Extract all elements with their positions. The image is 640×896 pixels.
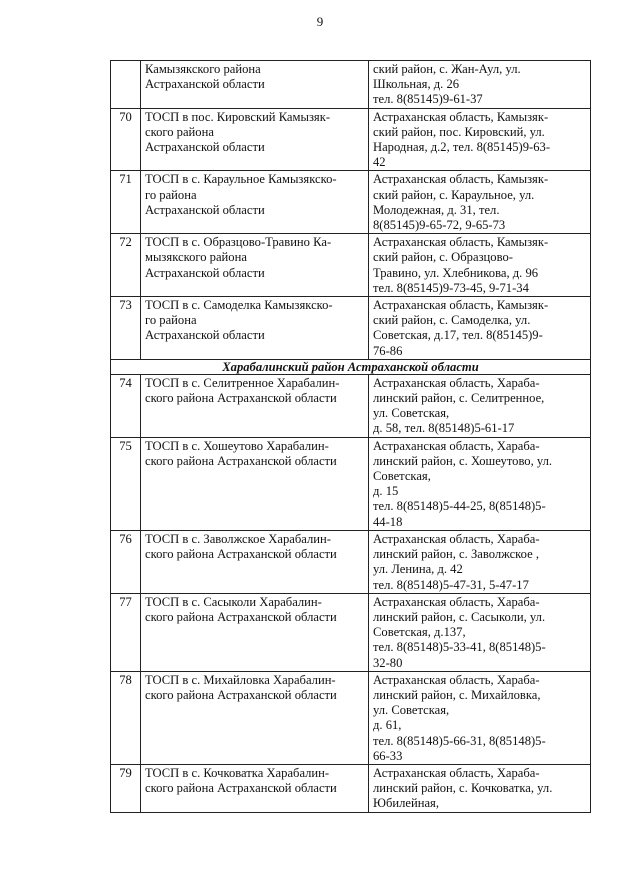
office-address-line: 8(85145)9-65-72, 9-65-73 xyxy=(373,218,506,233)
office-name-line: ТОСП в с. Сасыколи Харабалин- xyxy=(145,594,322,609)
office-name xyxy=(141,671,369,764)
office-address-line: Астраханская область, Хараба- xyxy=(373,438,540,453)
office-name xyxy=(141,61,369,109)
office-address-line: ский район, с. Образцово- xyxy=(373,250,513,265)
office-name-line: ТОСП в с. Селитренное Харабалин- xyxy=(145,375,340,390)
row-number: 73 xyxy=(111,297,141,360)
table-row xyxy=(111,671,591,764)
office-name-line: Астраханской области xyxy=(145,77,265,92)
office-address-line: ул. Советская, xyxy=(373,406,450,421)
office-address xyxy=(369,61,591,109)
office-name xyxy=(141,374,369,437)
office-name-line: Астраханской области xyxy=(145,265,265,280)
office-address-line: Травино, ул. Хлебникова, д. 96 xyxy=(373,265,539,280)
office-address xyxy=(369,671,591,764)
office-name-line: Астраханской области xyxy=(145,202,265,217)
office-address-line: 42 xyxy=(373,155,386,170)
office-name xyxy=(141,297,369,360)
office-address xyxy=(369,437,591,530)
office-address xyxy=(369,593,591,671)
office-address-line: ский район, с. Караульное, ул. xyxy=(373,187,535,202)
office-address xyxy=(369,374,591,437)
office-address-line: Астраханская область, Хараба- xyxy=(373,375,540,390)
office-name xyxy=(141,764,369,812)
office-name-line: ского района Астраханской области xyxy=(145,391,337,406)
office-address-line: Советская, xyxy=(373,469,431,484)
office-address-line: ул. Советская, xyxy=(373,703,450,718)
office-address xyxy=(369,297,591,360)
row-number: 72 xyxy=(111,234,141,297)
office-name-line: го района xyxy=(145,187,197,202)
table-body-bottom xyxy=(111,374,591,812)
section-header: Харабалинский район Астраханской области xyxy=(111,359,591,374)
office-name xyxy=(141,437,369,530)
office-address-line: линский район, с. Кочковатка, ул. xyxy=(373,781,553,796)
office-address-line: 76-86 xyxy=(373,343,403,358)
office-address-line: 44-18 xyxy=(373,514,403,529)
office-address-line: Школьная, д. 26 xyxy=(373,77,460,92)
office-address-line: тел. 8(85145)9-61-37 xyxy=(373,92,483,107)
office-name-line: ТОСП в с. Хошеутово Харабалин- xyxy=(145,438,329,453)
table-row xyxy=(111,61,591,109)
office-address-line: тел. 8(85148)5-33-41, 8(85148)5- xyxy=(373,640,546,655)
office-address-line: Юбилейная, xyxy=(373,796,439,811)
office-address-line: Советская, д.17, тел. 8(85145)9- xyxy=(373,328,543,343)
row-number: 70 xyxy=(111,108,141,171)
office-name-line: ТОСП в пос. Кировский Камызяк- xyxy=(145,109,331,124)
office-name-line: мызякского района xyxy=(145,250,247,265)
office-address-line: Астраханская область, Хараба- xyxy=(373,672,540,687)
page-number: 9 xyxy=(316,14,324,29)
row-number: 75 xyxy=(111,437,141,530)
section-header-row xyxy=(111,359,591,374)
office-address-line: ский район, пос. Кировский, ул. xyxy=(373,124,545,139)
offices-table xyxy=(110,60,591,813)
office-name-line: ского района Астраханской области xyxy=(145,547,337,562)
office-address-line: тел. 8(85148)5-66-31, 8(85148)5- xyxy=(373,733,546,748)
office-address-line: тел. 8(85148)5-44-25, 8(85148)5- xyxy=(373,499,546,514)
office-address-line: ский район, с. Самоделка, ул. xyxy=(373,313,531,328)
office-address-line: линский район, с. Заволжское , xyxy=(373,547,539,562)
office-name xyxy=(141,108,369,171)
office-name-line: ТОСП в с. Михайловка Харабалин- xyxy=(145,672,336,687)
office-address-line: тел. 8(85148)5-47-31, 5-47-17 xyxy=(373,577,529,592)
office-name-line: ского района xyxy=(145,124,214,139)
office-name xyxy=(141,593,369,671)
office-address xyxy=(369,530,591,593)
office-name xyxy=(141,234,369,297)
office-name-line: ского района Астраханской области xyxy=(145,609,337,624)
table-row xyxy=(111,530,591,593)
office-address-line: линский район, с. Хошеутово, ул. xyxy=(373,453,553,468)
office-name-line: Астраханской области xyxy=(145,140,265,155)
office-address-line: ский район, с. Жан-Аул, ул. xyxy=(373,62,521,76)
office-address xyxy=(369,108,591,171)
office-name-line: Камызякского района xyxy=(145,62,261,76)
row-number: 74 xyxy=(111,374,141,437)
office-name-line: ского района Астраханской области xyxy=(145,781,337,796)
office-name xyxy=(141,530,369,593)
row-number: 71 xyxy=(111,171,141,234)
office-name-line: ТОСП в с. Образцово-Травино Ка- xyxy=(145,235,332,250)
table-section xyxy=(111,359,591,374)
row-number: 76 xyxy=(111,530,141,593)
row-number: 78 xyxy=(111,671,141,764)
office-name-line: го района xyxy=(145,313,197,328)
office-address-line: Астраханская область, Камызяк- xyxy=(373,298,549,313)
office-name-line: Астраханской области xyxy=(145,328,265,343)
office-address-line: Советская, д.137, xyxy=(373,625,466,640)
office-address-line: д. 58, тел. 8(85148)5-61-17 xyxy=(373,421,515,436)
office-address-line: линский район, с. Сасыколи, ул. xyxy=(373,609,546,624)
row-number xyxy=(111,61,141,109)
office-address xyxy=(369,764,591,812)
office-address-line: Астраханская область, Камызяк- xyxy=(373,109,549,124)
office-name-line: ТОСП в с. Караульное Камызякско- xyxy=(145,172,337,187)
office-name xyxy=(141,171,369,234)
office-address-line: д. 15 xyxy=(373,484,399,499)
office-address-line: линский район, с. Михайловка, xyxy=(373,687,541,702)
office-address-line: Астраханская область, Хараба- xyxy=(373,765,540,780)
office-address-line: Астраханская область, Хараба- xyxy=(373,531,540,546)
table-row xyxy=(111,374,591,437)
office-address-line: Астраханская область, Хараба- xyxy=(373,594,540,609)
table-row xyxy=(111,297,591,360)
table-row xyxy=(111,234,591,297)
office-address-line: Народная, д.2, тел. 8(85145)9-63- xyxy=(373,140,551,155)
table-row xyxy=(111,437,591,530)
office-address-line: 32-80 xyxy=(373,655,403,670)
office-address-line: тел. 8(85145)9-73-45, 9-71-34 xyxy=(373,280,529,295)
office-name-line: ТОСП в с. Кочковатка Харабалин- xyxy=(145,765,330,780)
office-address xyxy=(369,171,591,234)
office-address-line: ул. Ленина, д. 42 xyxy=(373,562,463,577)
office-name-line: ТОСП в с. Заволжское Харабалин- xyxy=(145,531,331,546)
table-row xyxy=(111,593,591,671)
table-row xyxy=(111,108,591,171)
office-address-line: линский район, с. Селитренное, xyxy=(373,391,545,406)
office-address xyxy=(369,234,591,297)
office-name-line: ского района Астраханской области xyxy=(145,687,337,702)
office-name-line: ТОСП в с. Самоделка Камызякско- xyxy=(145,298,333,313)
table-body-top xyxy=(111,61,591,360)
office-name-line: ского района Астраханской области xyxy=(145,453,337,468)
office-address-line: Астраханская область, Камызяк- xyxy=(373,235,549,250)
table-row xyxy=(111,171,591,234)
office-address-line: Молодежная, д. 31, тел. xyxy=(373,202,500,217)
office-address-line: Астраханская область, Камызяк- xyxy=(373,172,549,187)
office-address-line: 66-33 xyxy=(373,748,403,763)
office-address-line: д. 61, xyxy=(373,718,402,733)
row-number: 77 xyxy=(111,593,141,671)
row-number: 79 xyxy=(111,764,141,812)
table-row xyxy=(111,764,591,812)
